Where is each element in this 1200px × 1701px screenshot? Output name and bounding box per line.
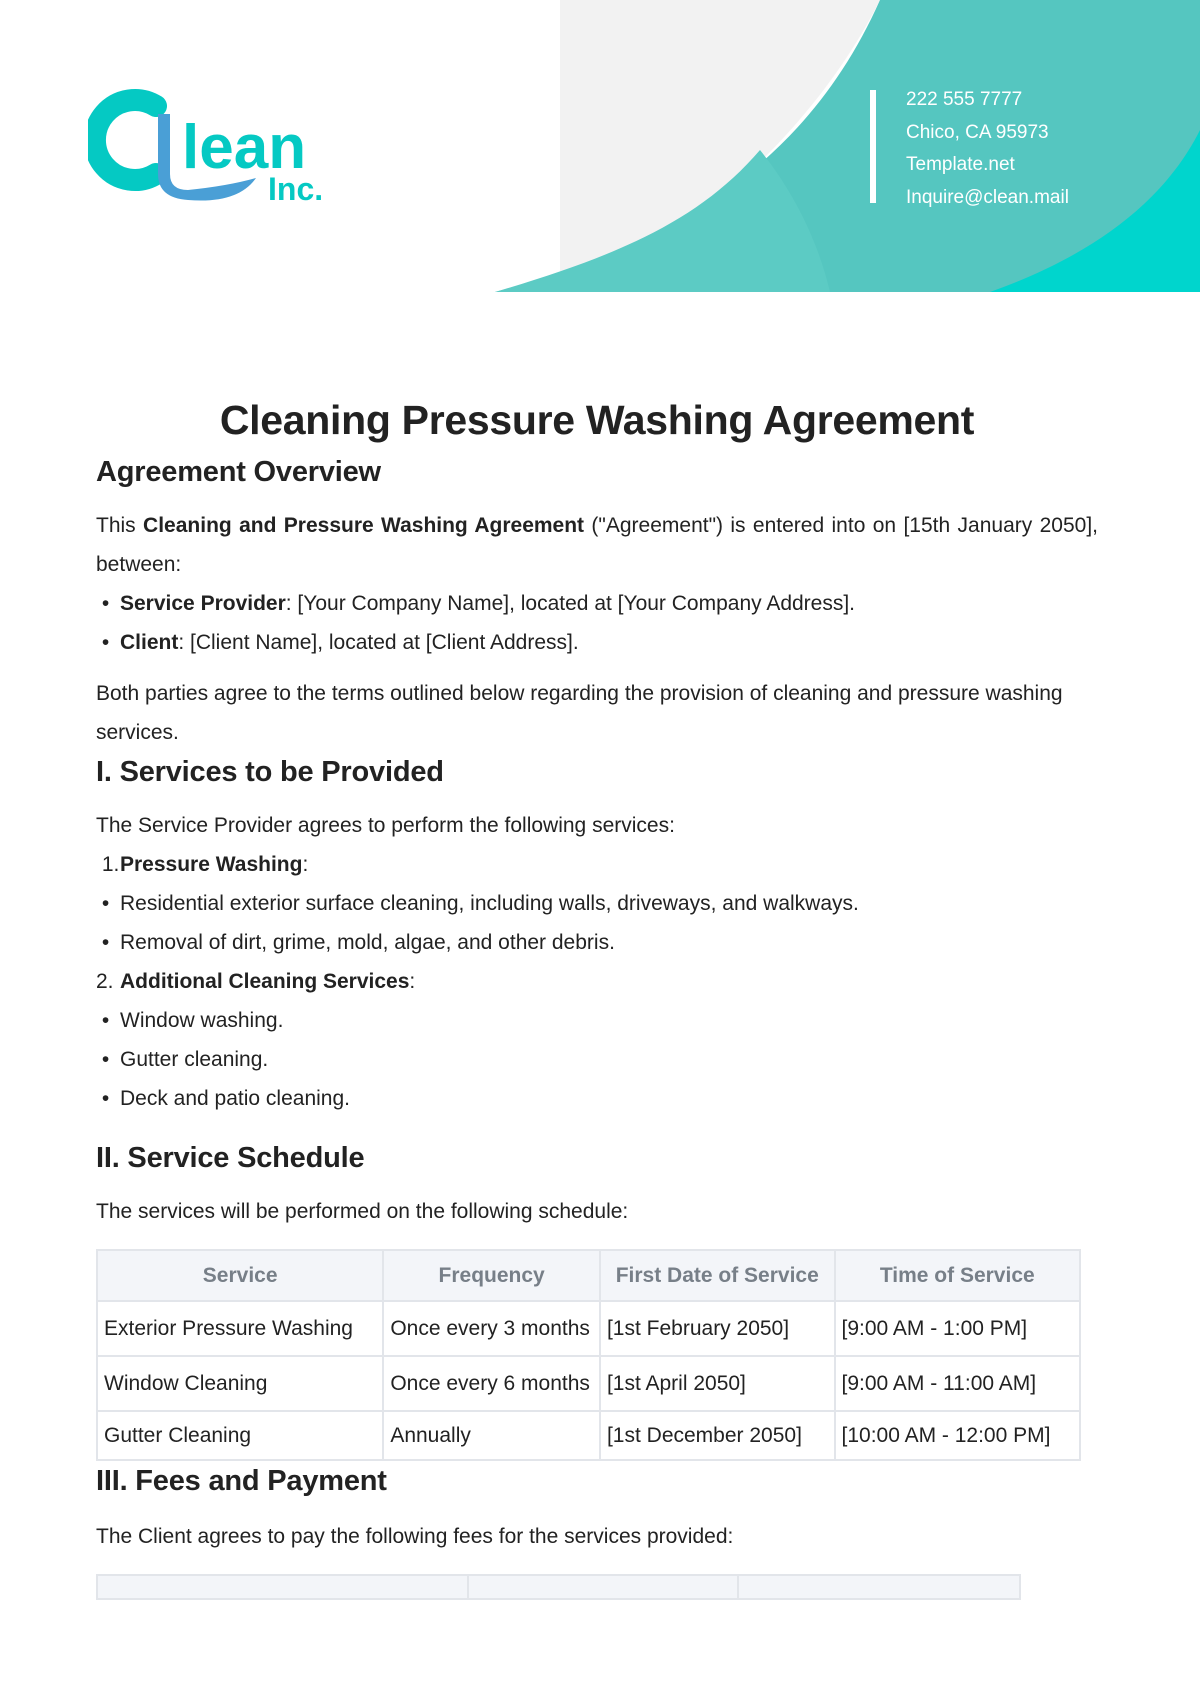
table-cell: Once every 6 months — [383, 1356, 600, 1411]
list-item: • Window washing. — [96, 1009, 284, 1032]
table-cell: Window Cleaning — [97, 1356, 383, 1411]
contact-website[interactable]: Template.net — [906, 154, 1015, 175]
table-cell — [738, 1575, 1020, 1599]
contact-email[interactable]: Inquire@clean.mail — [906, 186, 1069, 208]
document-body — [96, 388, 1098, 1600]
document-title: Cleaning Pressure Washing Agreement — [219, 397, 975, 443]
contact-info — [906, 84, 1069, 214]
table-header-row — [97, 1250, 1080, 1301]
section-heading-schedule: II. Service Schedule — [96, 1142, 365, 1174]
logo-subtext: Inc. — [268, 171, 324, 207]
list-item-service-provider: • Service Provider: [Your Company Name], located at [Your Company Address]. — [96, 592, 856, 615]
table-cell: [9:00 AM - 1:00 PM] — [835, 1301, 1080, 1356]
table-cell: [9:00 AM - 11:00 AM] — [835, 1356, 1080, 1411]
table-cell: [1st April 2050] — [600, 1356, 835, 1411]
schedule-table — [96, 1249, 1081, 1461]
table-row — [97, 1356, 1080, 1411]
table-cell: Annually — [383, 1411, 600, 1460]
column-header: Service — [97, 1250, 383, 1301]
section-heading-services: I. Services to be Provided — [96, 756, 444, 788]
overview-closing: Both parties agree to the terms outlined below regarding the provision of cleaning and pressure washing services. — [96, 682, 1063, 744]
fees-intro: The Client agrees to pay the following fees for the services provided: — [96, 1525, 734, 1548]
overview-intro: This Cleaning and Pressure Washing Agreement ("Agreement") is entered into on [15th January 2050], between: — [96, 514, 1098, 576]
table-header-row — [97, 1575, 1020, 1599]
list-item: • Deck and patio cleaning. — [96, 1087, 350, 1110]
service-item-additional-cleaning: 2. Additional Cleaning Services: — [96, 970, 416, 993]
table-cell: Gutter Cleaning — [97, 1411, 383, 1460]
table-cell: [1st December 2050] — [600, 1411, 835, 1460]
column-header: Time of Service — [835, 1250, 1080, 1301]
table-cell — [97, 1575, 468, 1599]
list-item: • Removal of dirt, grime, mold, algae, and other debris. — [96, 931, 615, 954]
table-cell: [10:00 AM - 12:00 PM] — [835, 1411, 1080, 1460]
contact-divider — [870, 90, 876, 203]
logo-wordmark: lean — [182, 113, 307, 182]
table-cell: Once every 3 months — [383, 1301, 600, 1356]
table-cell: [1st February 2050] — [600, 1301, 835, 1356]
list-item: • Residential exterior surface cleaning, including walls, driveways, and walkways. — [96, 892, 859, 915]
service-item-pressure-washing: 1.Pressure Washing: — [101, 853, 309, 876]
section-heading-overview: Agreement Overview — [96, 456, 381, 488]
parties-list — [96, 584, 1098, 662]
contact-phone: 222 555 7777 — [906, 89, 1023, 110]
company-logo — [88, 78, 348, 208]
document-header — [0, 0, 1200, 292]
schedule-intro: The services will be performed on the following schedule: — [96, 1200, 629, 1223]
table-row — [97, 1301, 1080, 1356]
column-header: First Date of Service — [600, 1250, 835, 1301]
services-list — [96, 845, 1098, 1118]
list-item: • Gutter cleaning. — [96, 1048, 269, 1071]
services-intro: The Service Provider agrees to perform the following services: — [96, 814, 675, 837]
table-cell: Exterior Pressure Washing — [97, 1301, 383, 1356]
fees-table — [96, 1574, 1021, 1600]
contact-address: Chico, CA 95973 — [906, 121, 1049, 143]
section-heading-fees: III. Fees and Payment — [96, 1465, 387, 1497]
table-cell — [468, 1575, 738, 1599]
table-row — [97, 1411, 1080, 1460]
list-item-client: • Client: [Client Name], located at [Client Address]. — [96, 631, 579, 654]
column-header: Frequency — [383, 1250, 600, 1301]
